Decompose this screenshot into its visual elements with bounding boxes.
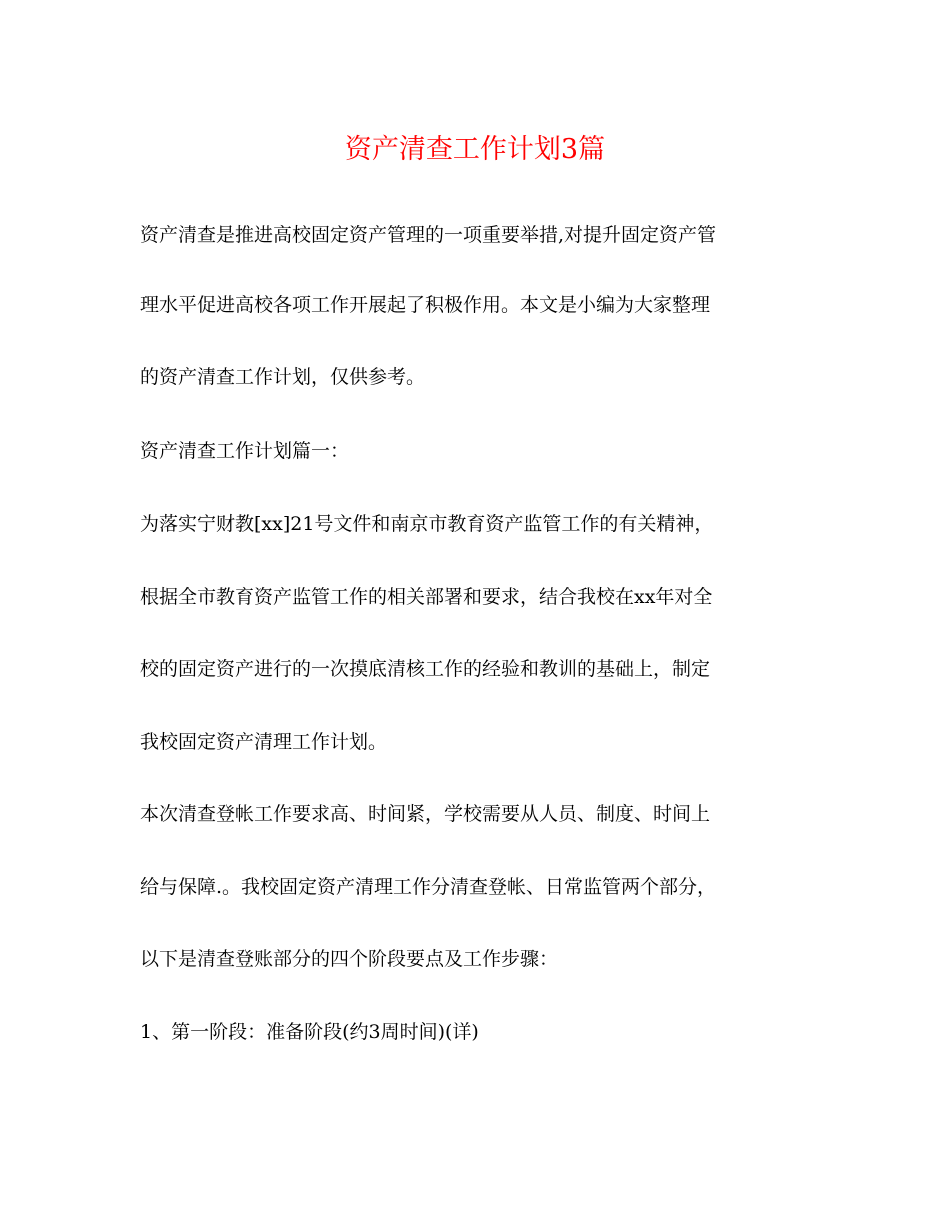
paragraph-line: 理水平促进高校各项工作开展起了积极作用。本文是小编为大家整理 — [140, 294, 711, 316]
paragraph-line: 校的固定资产进行的一次摸底清核工作的经验和教训的基础上，制定 — [140, 658, 711, 680]
paragraph-line: 以下是清查登账部分的四个阶段要点及工作步骤： — [140, 948, 559, 970]
document-title: 资产清查工作计划3篇 — [344, 134, 606, 165]
paragraph-line: 本次清查登帐工作要求高、时间紧，学校需要从人员、制度、时间上 — [140, 803, 711, 825]
paragraph-line: 资产清查是推进高校固定资产管理的一项重要举措,对提升固定资产管 — [140, 224, 717, 246]
paragraph-line: 的资产清查工作计划，仅供参考。 — [140, 366, 426, 388]
section-heading: 资产清查工作计划篇一： — [140, 440, 350, 462]
paragraph-line: 给与保障.。我校固定资产清理工作分清查登帐、日常监管两个部分， — [140, 876, 717, 898]
list-item: 1、第一阶段：准备阶段(约3周时间)(详) — [140, 1021, 479, 1043]
paragraph-line: 我校固定资产清理工作计划。 — [140, 731, 388, 753]
paragraph-line: 为落实宁财教[xx]21号文件和南京市教育资产监管工作的有关精神， — [140, 513, 714, 535]
paragraph-line: 根据全市教育资产监管工作的相关部署和要求，结合我校在xx年对全 — [140, 586, 713, 608]
